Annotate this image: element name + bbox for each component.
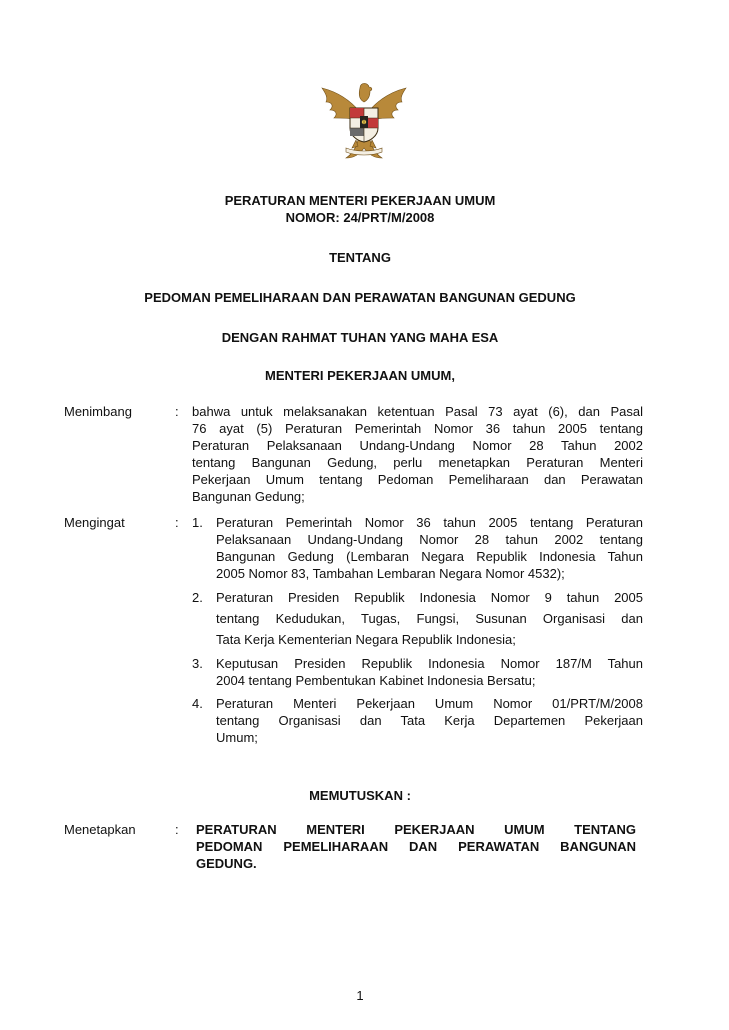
menimbang-colon: : bbox=[175, 404, 179, 419]
mengingat-item-3 bbox=[216, 655, 643, 689]
mengingat-item-line: Pelaksanaan Undang-Undang Nomor 28 tahun 2002 tentang bbox=[216, 532, 643, 547]
mengingat-item-line: 2004 tentang Pembentukan Kabinet Indonesia Bersatu; bbox=[216, 673, 536, 688]
invocation-heading: DENGAN RAHMAT TUHAN YANG MAHA ESA bbox=[221, 330, 499, 345]
menimbang-line: Bangunan Gedung; bbox=[192, 489, 305, 504]
tentang-heading: TENTANG bbox=[329, 250, 391, 265]
mengingat-colon: : bbox=[175, 515, 179, 530]
mengingat-item-line: tentang Kedudukan, Tugas, Fungsi, Susunan Organisasi dan bbox=[216, 611, 643, 626]
menimbang-label: Menimbang bbox=[64, 404, 132, 419]
mengingat-item-number: 3. bbox=[192, 656, 203, 671]
menetapkan-paragraph bbox=[196, 821, 636, 872]
mengingat-item-line: Umum; bbox=[216, 730, 258, 745]
menetapkan-label: Menetapkan bbox=[64, 822, 136, 837]
menetapkan-line: GEDUNG. bbox=[196, 856, 257, 871]
title-line-2: NOMOR: 24/PRT/M/2008 bbox=[285, 210, 435, 225]
mengingat-item-line: Keputusan Presiden Republik Indonesia Nomor 187/M Tahun bbox=[216, 656, 643, 671]
mengingat-item-number: 2. bbox=[192, 590, 203, 605]
mengingat-item-line: 2005 Nomor 83, Tambahan Lembaran Negara Nomor 4532); bbox=[216, 566, 565, 581]
mengingat-item-1 bbox=[216, 514, 643, 582]
garuda-emblem-icon bbox=[316, 78, 412, 162]
menimbang-paragraph bbox=[192, 403, 643, 505]
mengingat-item-4 bbox=[216, 695, 643, 746]
mengingat-label: Mengingat bbox=[64, 515, 125, 530]
menetapkan-line: PERATURAN MENTERI PEKERJAAN UMUM TENTANG bbox=[196, 822, 636, 837]
menimbang-line: bahwa untuk melaksanakan ketentuan Pasal 73 ayat (6), dan Pasal bbox=[192, 404, 643, 419]
title-line-1: PERATURAN MENTERI PEKERJAAN UMUM bbox=[224, 193, 496, 208]
menimbang-line: Peraturan Pelaksanaan Undang-Undang Nomor 28 Tahun 2002 bbox=[192, 438, 643, 453]
menetapkan-line: PEDOMAN PEMELIHARAAN DAN PERAWATAN BANGUNAN bbox=[196, 839, 636, 854]
menetapkan-colon: : bbox=[175, 822, 179, 837]
authority-heading: MENTERI PEKERJAAN UMUM, bbox=[265, 368, 455, 383]
menimbang-line: 76 ayat (5) Peraturan Pemerintah Nomor 36 tahun 2005 tentang bbox=[192, 421, 643, 436]
memutuskan-heading: MEMUTUSKAN : bbox=[309, 788, 411, 803]
mengingat-item-line: Peraturan Pemerintah Nomor 36 tahun 2005 tentang Peraturan bbox=[216, 515, 643, 530]
mengingat-item-number: 4. bbox=[192, 696, 203, 711]
page-number: 1 bbox=[356, 988, 364, 1003]
mengingat-item-2 bbox=[216, 587, 643, 650]
subject-heading: PEDOMAN PEMELIHARAAN DAN PERAWATAN BANGUNAN GEDUNG bbox=[144, 290, 576, 305]
mengingat-item-line: Bangunan Gedung (Lembaran Negara Republik Indonesia Tahun bbox=[216, 549, 643, 564]
mengingat-item-line: Peraturan Presiden Republik Indonesia Nomor 9 tahun 2005 bbox=[216, 590, 643, 605]
mengingat-item-line: Tata Kerja Kementerian Negara Republik Indonesia; bbox=[216, 632, 516, 647]
mengingat-item-line: Peraturan Menteri Pekerjaan Umum Nomor 01/PRT/M/2008 bbox=[216, 696, 643, 711]
menimbang-line: tentang Bangunan Gedung, perlu menetapkan Peraturan Menteri bbox=[192, 455, 643, 470]
menimbang-line: Pekerjaan Umum tentang Pedoman Pemeliharaan dan Perawatan bbox=[192, 472, 643, 487]
mengingat-item-number: 1. bbox=[192, 515, 203, 530]
mengingat-item-line: tentang Organisasi dan Tata Kerja Departemen Pekerjaan bbox=[216, 713, 643, 728]
